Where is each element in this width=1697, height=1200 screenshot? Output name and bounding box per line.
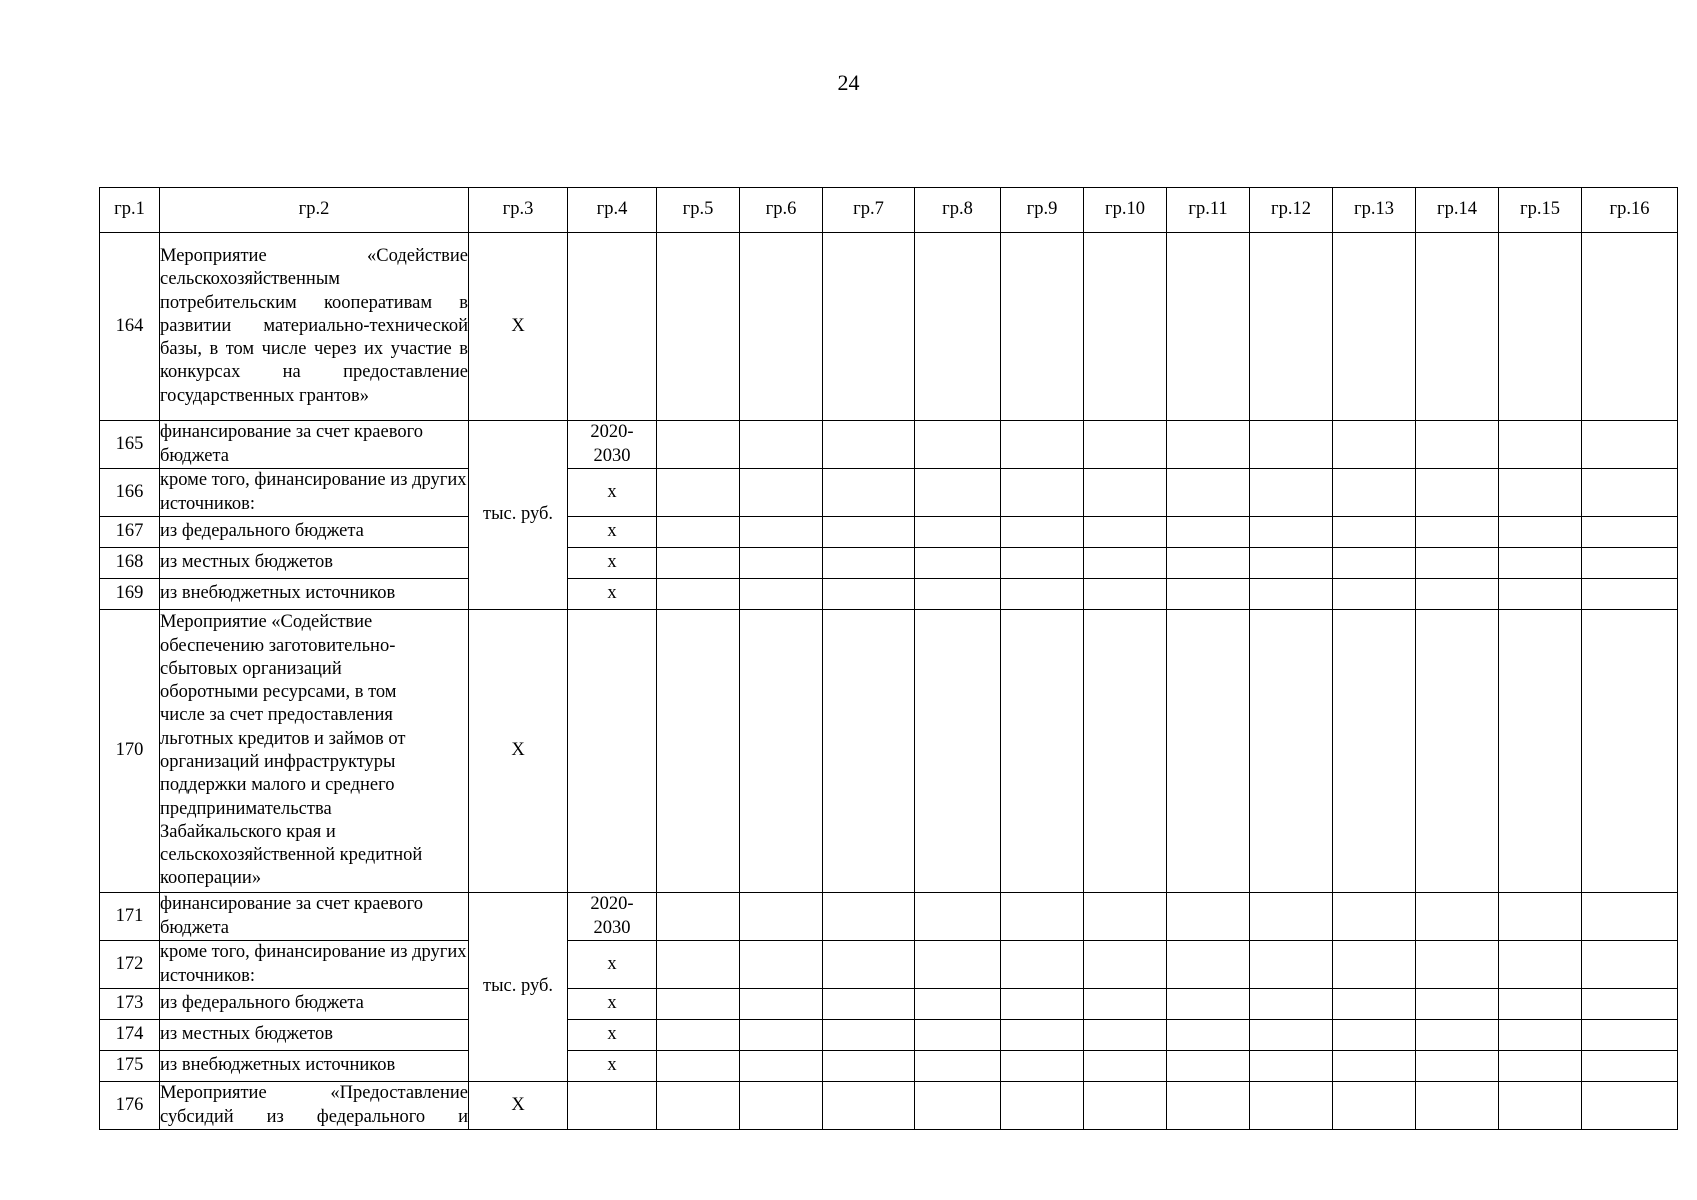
unit-cell: Х	[469, 233, 568, 421]
period-cell: 2020-2030	[568, 893, 657, 941]
row-number: 170	[100, 610, 160, 893]
row-description: Мероприятие «Содействие сельскохозяйственным потребительским кооперативам в развитии материально-технической базы, в том числе через их участие в конкурсах на предоставление государственных грантов»	[160, 233, 469, 421]
table-row	[100, 1020, 1678, 1051]
col-header: гр.8	[915, 188, 1001, 233]
col-header: гр.10	[1084, 188, 1167, 233]
row-description: из федерального бюджета	[160, 989, 469, 1020]
col-header: гр.6	[740, 188, 823, 233]
table-row	[100, 941, 1678, 989]
row-description: кроме того, финансирование из других источников:	[160, 469, 469, 517]
row-description: Мероприятие «Содействие обеспечению заготовительно-сбытовых организаций оборотными ресурсами, в том числе за счет предоставления льготных кредитов и займов от организаций инфраструктуры поддержки малого и среднего предпринимательства Забайкальского края и сельскохозяйственной кредитной кооперации»	[160, 610, 469, 893]
unit-cell: Х	[469, 610, 568, 893]
col-header: гр.1	[100, 188, 160, 233]
table-row	[100, 1082, 1678, 1130]
row-description: финансирование за счет краевого бюджета	[160, 893, 469, 941]
table-row	[100, 421, 1678, 469]
col-header: гр.9	[1001, 188, 1084, 233]
period-cell: 2020-2030	[568, 421, 657, 469]
row-number: 165	[100, 421, 160, 469]
row-description: из федерального бюджета	[160, 517, 469, 548]
row-number: 169	[100, 579, 160, 610]
period-cell: х	[568, 579, 657, 610]
row-description: из местных бюджетов	[160, 548, 469, 579]
row-description: из местных бюджетов	[160, 1020, 469, 1051]
col-header: гр.3	[469, 188, 568, 233]
col-header: гр.14	[1416, 188, 1499, 233]
row-description: Мероприятие «Предоставление субсидий из федерального и	[160, 1082, 469, 1130]
period-cell: х	[568, 1051, 657, 1082]
unit-cell: тыс. руб.	[469, 421, 568, 610]
row-number: 174	[100, 1020, 160, 1051]
row-description: из внебюджетных источников	[160, 1051, 469, 1082]
col-header: гр.2	[160, 188, 469, 233]
row-number: 176	[100, 1082, 160, 1130]
table-row	[100, 579, 1678, 610]
period-cell	[568, 233, 657, 421]
table-row	[100, 548, 1678, 579]
period-cell: х	[568, 989, 657, 1020]
period-cell: х	[568, 941, 657, 989]
header-row	[100, 188, 1678, 233]
period-cell: х	[568, 469, 657, 517]
table-row	[100, 610, 1678, 893]
table-row	[100, 469, 1678, 517]
col-header: гр.4	[568, 188, 657, 233]
row-number: 175	[100, 1051, 160, 1082]
row-number: 172	[100, 941, 160, 989]
unit-cell: тыс. руб.	[469, 893, 568, 1082]
period-cell	[568, 1082, 657, 1130]
col-header: гр.7	[823, 188, 915, 233]
col-header: гр.15	[1499, 188, 1582, 233]
period-cell: х	[568, 1020, 657, 1051]
table-row	[100, 893, 1678, 941]
table-row	[100, 1051, 1678, 1082]
col-header: гр.11	[1167, 188, 1250, 233]
row-number: 166	[100, 469, 160, 517]
period-cell: х	[568, 548, 657, 579]
col-header: гр.16	[1582, 188, 1678, 233]
col-header: гр.13	[1333, 188, 1416, 233]
page-number: 24	[837, 70, 860, 95]
row-number: 171	[100, 893, 160, 941]
row-number: 168	[100, 548, 160, 579]
period-cell	[568, 610, 657, 893]
table-row	[100, 517, 1678, 548]
table-row	[100, 233, 1678, 421]
unit-cell: Х	[469, 1082, 568, 1130]
row-description: финансирование за счет краевого бюджета	[160, 421, 469, 469]
col-header: гр.5	[657, 188, 740, 233]
program-table	[99, 187, 1678, 1130]
row-description: кроме того, финансирование из других источников:	[160, 941, 469, 989]
row-description: из внебюджетных источников	[160, 579, 469, 610]
table-row	[100, 989, 1678, 1020]
col-header: гр.12	[1250, 188, 1333, 233]
row-number: 173	[100, 989, 160, 1020]
row-number: 167	[100, 517, 160, 548]
period-cell: х	[568, 517, 657, 548]
row-number: 164	[100, 233, 160, 421]
